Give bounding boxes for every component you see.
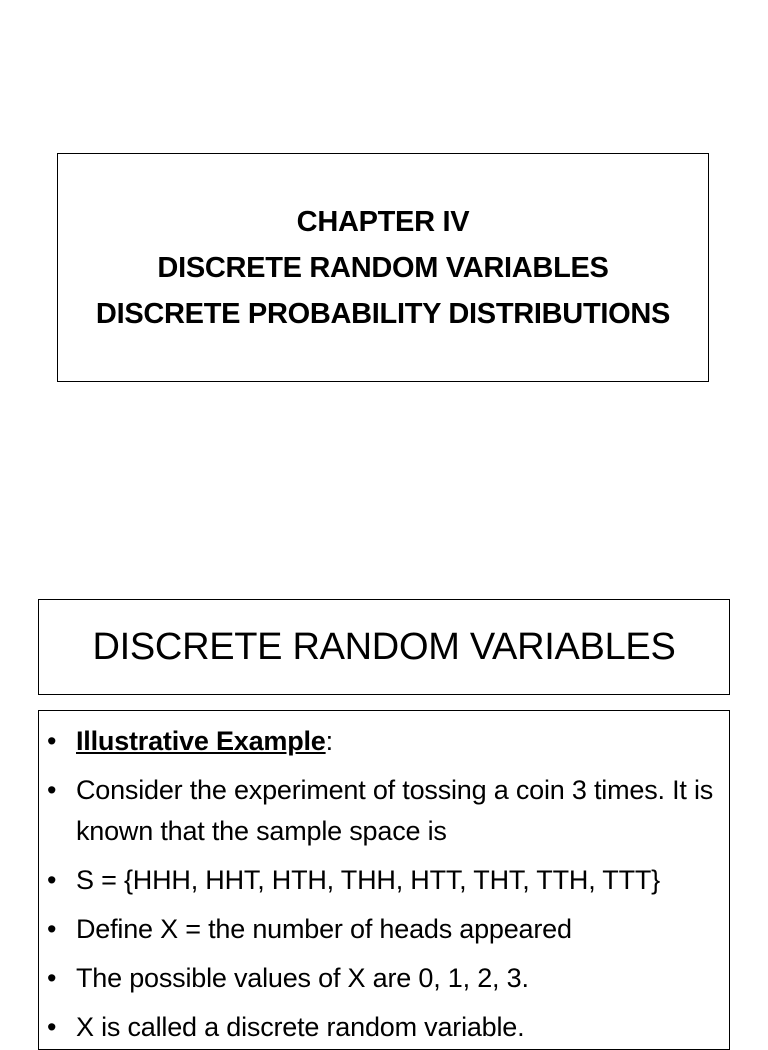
bullet-item — [39, 860, 729, 901]
bullet-icon: • — [47, 914, 57, 944]
bullet-list — [39, 711, 729, 1048]
bullet-text: The possible values of X are 0, 1, 2, 3. — [76, 963, 529, 993]
chapter-subtitle-1: DISCRETE RANDOM VARIABLES — [157, 251, 609, 284]
example-label: Illustrative Example — [76, 726, 326, 756]
bullet-text: X is called a discrete random variable. — [76, 1012, 525, 1042]
bullet-text: S = {HHH, HHT, HTH, THH, HTT, THT, TTH, TTT} — [76, 865, 661, 895]
bullet-icon: • — [47, 1012, 57, 1042]
slide-heading-box — [38, 599, 730, 695]
bullet-text: Define X = the number of heads appeared — [76, 914, 572, 944]
bullet-icon: • — [47, 726, 57, 756]
bullet-item — [39, 770, 729, 852]
bullet-icon: • — [47, 865, 57, 895]
chapter-title: CHAPTER IV — [296, 205, 470, 238]
chapter-subtitle-2: DISCRETE PROBABILITY DISTRIBUTIONS — [95, 297, 671, 330]
bullet-item — [39, 909, 729, 950]
example-colon: : — [325, 726, 333, 756]
title-slide — [57, 153, 709, 382]
slide-content-box — [38, 710, 730, 1050]
bullet-text: Consider the experiment of tossing a coin 3 times. It is known that the sample space is — [76, 775, 714, 846]
bullet-icon: • — [47, 963, 57, 993]
bullet-icon: • — [47, 775, 57, 805]
bullet-item — [39, 1007, 729, 1048]
bullet-item — [39, 958, 729, 999]
slide-heading: DISCRETE RANDOM VARIABLES — [92, 625, 676, 668]
bullet-example-label — [39, 721, 729, 762]
